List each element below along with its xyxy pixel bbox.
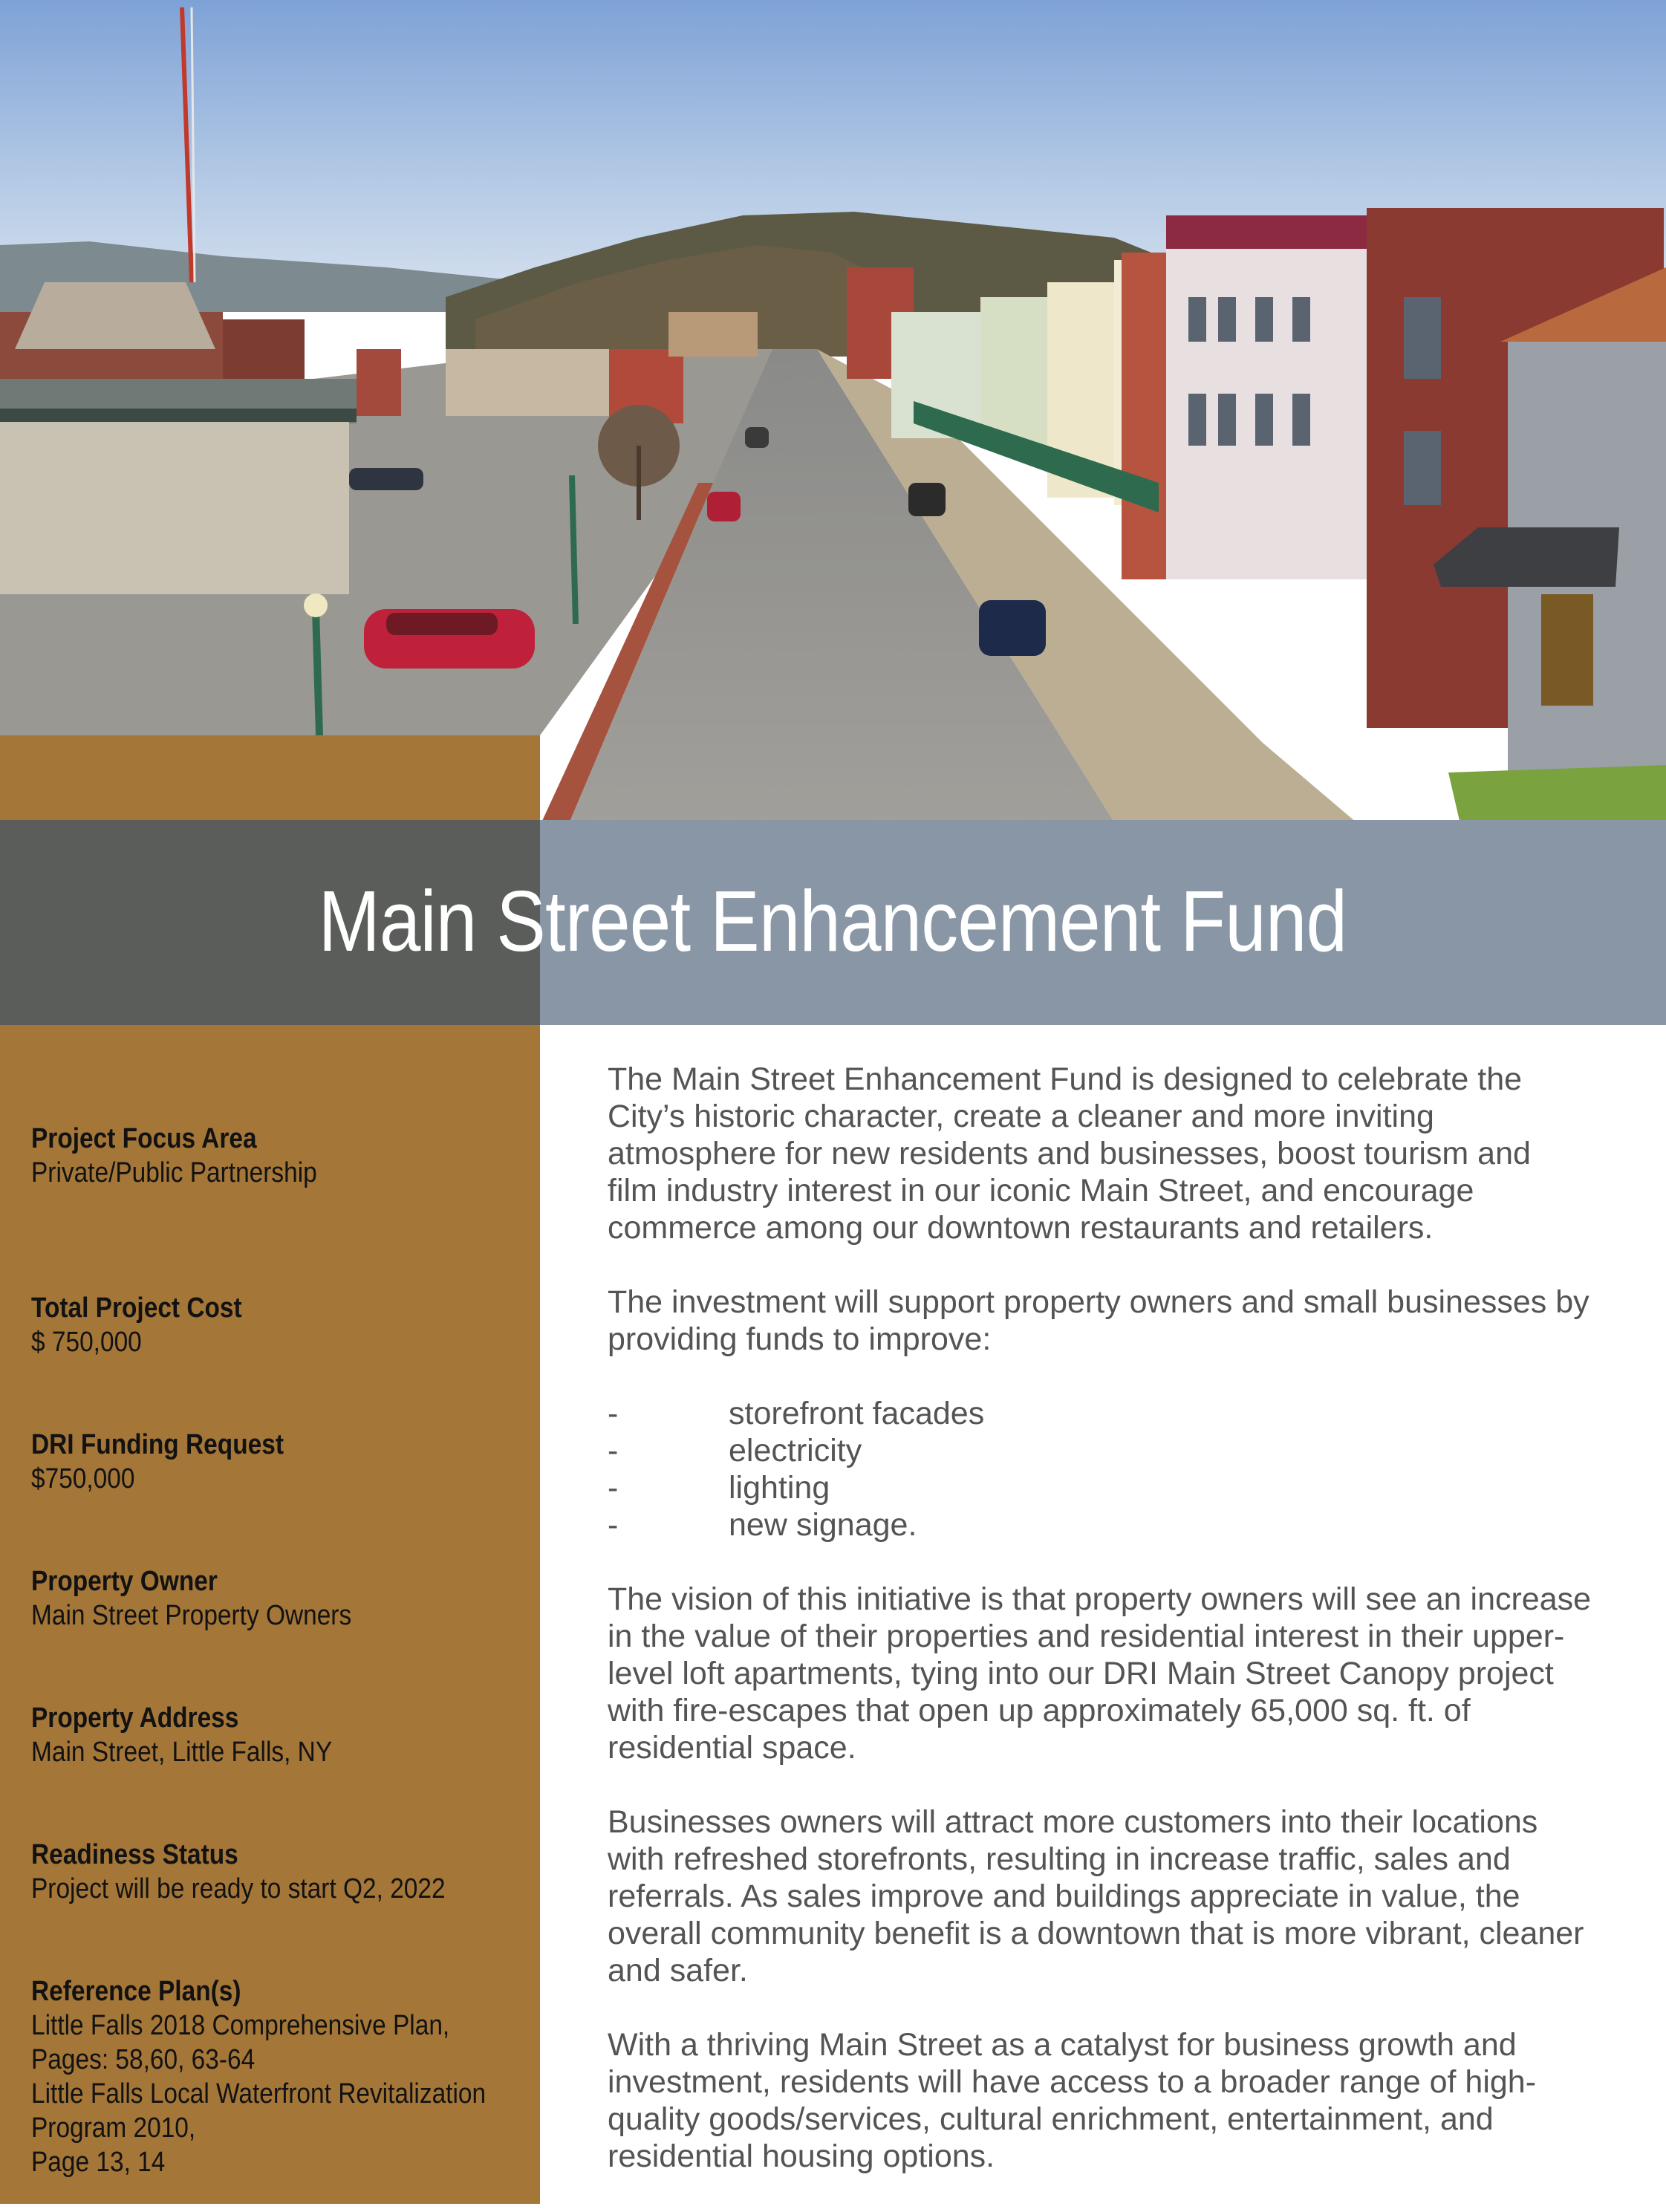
list-item-text: lighting (729, 1470, 830, 1506)
reference-line: Page 13, 14 (31, 2147, 166, 2178)
list-item (608, 1506, 1666, 1543)
list-item-text: electricity (729, 1433, 862, 1468)
list-item-text: storefront facades (729, 1396, 985, 1431)
list-item (608, 1432, 1666, 1469)
reference-line: Program 2010, (31, 2112, 196, 2144)
field-value: Main Street, Little Falls, NY (31, 1737, 333, 1768)
field-value: Private/Public Partnership (31, 1157, 317, 1188)
field-total-project-cost (31, 1291, 536, 1359)
list-item-text: new signage. (729, 1507, 917, 1543)
field-project-focus-area (31, 1122, 536, 1190)
field-property-address (31, 1701, 536, 1769)
field-label: Property Owner (31, 1566, 218, 1597)
bullet-dash: - (608, 1507, 619, 1543)
investment-paragraph: The investment will support property owners and small businesses by providing funds to improve: (608, 1284, 1589, 1357)
field-label: DRI Funding Request (31, 1429, 284, 1460)
field-readiness-status (31, 1838, 536, 1906)
field-reference-plans (31, 1974, 536, 2179)
bullet-dash: - (608, 1396, 619, 1431)
field-value: Project will be ready to start Q2, 2022 (31, 1873, 446, 1904)
field-value: $ 750,000 (31, 1327, 142, 1358)
reference-line: Little Falls 2018 Comprehensive Plan, (31, 2010, 450, 2041)
reference-line: Little Falls Local Waterfront Revitalization (31, 2078, 487, 2109)
improvement-list (608, 1395, 1666, 1543)
list-item (608, 1395, 1666, 1432)
field-property-owner (31, 1564, 536, 1633)
vision-paragraph: The vision of this initiative is that property owners will see an increase in the value of their properties and residential interest in their upper- level loft apartments, tying into our DRI Main Street Canopy project with fire-escapes that open up approximately 65,000 sq. ft. of residential space. (608, 1581, 1592, 1766)
list-item (608, 1469, 1666, 1506)
sidebar-top-block (0, 735, 540, 821)
field-label: Total Project Cost (31, 1292, 242, 1324)
bullet-dash: - (608, 1470, 619, 1506)
field-value: Main Street Property Owners (31, 1600, 352, 1631)
intro-paragraph: The Main Street Enhancement Fund is designed to celebrate the City’s historic character, create a cleaner and more inviting atmosphere for new residents and businesses, boost tourism and film industry interest in our iconic Main Street, and encourage commerce among our downtown restaurants and retailers. (608, 1061, 1531, 1246)
reference-line: Pages: 58,60, 63-64 (31, 2044, 256, 2075)
field-value: $750,000 (31, 1463, 135, 1494)
field-dri-funding-request (31, 1428, 536, 1496)
page-title: Main Street Enhancement Fund (318, 873, 1347, 969)
field-label: Project Focus Area (31, 1123, 257, 1154)
field-label: Readiness Status (31, 1839, 238, 1870)
bullet-dash: - (608, 1433, 619, 1468)
field-label: Reference Plan(s) (31, 1976, 241, 2007)
closing-paragraph: With a thriving Main Street as a catalyst for business growth and investment, residents will have access to a broader range of high- quality goods/services, cultural enrichment, entertainment, and residential housing options. (608, 2027, 1537, 2174)
business-paragraph: Businesses owners will attract more customers into their locations with refreshed storefronts, resulting in increase traffic, sales and referrals. As sales improve and buildings appreciate in value, the overall community benefit is a downtown that is more vibrant, cleaner and safer. (608, 1804, 1584, 1988)
field-label: Property Address (31, 1702, 239, 1734)
body-text (608, 1061, 1666, 2212)
